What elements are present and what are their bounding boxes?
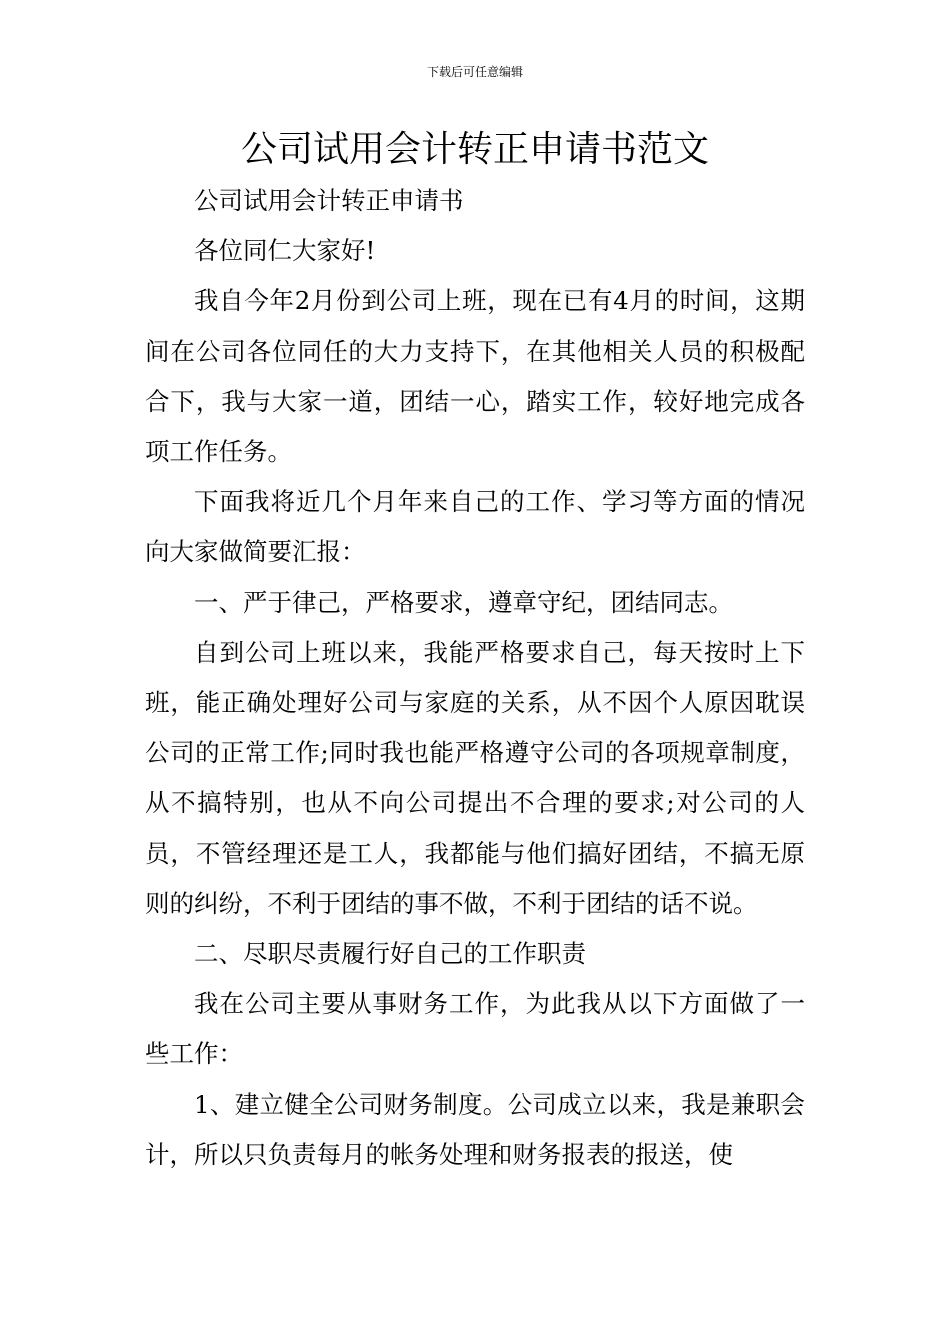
paragraph: 下面我将近几个月年来自己的工作、学习等方面的情况向大家做简要汇报： xyxy=(145,487,805,567)
page-title: 公司试用会计转正申请书范文 xyxy=(240,129,709,170)
paragraph-greeting: 各位同仁大家好! xyxy=(194,236,376,266)
section-heading: 二、尽职尽责履行好自己的工作职责 xyxy=(194,939,586,969)
paragraph: 自到公司上班以来，我能严格要求自己，每天按时上下班，能正确处理好公司与家庭的关系，从不因个人原因耽误公司的正常工作;同时我也能严格遵守公司的各项规章制度，从不搞特别，也从不向公司提出不合理的要求;对公司的人员，不管经理还是工人，我都能与他们搞好团结，不搞无原则的纠纷，不利于团结的事不做，不利于团结的话不说。 xyxy=(145,637,805,918)
paragraph: 我自今年2月份到公司上班，现在已有4月的时间，这期间在公司各位同任的大力支持下，在其他相关人员的积极配合下，我与大家一道，团结一心，踏实工作，较好地完成各项工作任务。 xyxy=(145,286,805,467)
paragraph-subtitle: 公司试用会计转正申请书 xyxy=(194,186,464,215)
header-note: 下载后可任意编辑 xyxy=(426,65,523,79)
paragraph: 1、建立健全公司财务制度。公司成立以来，我是兼职会计，所以只负责每月的帐务处理和财务报表的报送，使 xyxy=(145,1089,805,1169)
section-heading: 一、严于律己，严格要求，遵章守纪，团结同志。 xyxy=(194,587,733,617)
paragraph: 我在公司主要从事财务工作，为此我从以下方面做了一些工作： xyxy=(145,989,805,1069)
document-body xyxy=(145,176,805,1180)
